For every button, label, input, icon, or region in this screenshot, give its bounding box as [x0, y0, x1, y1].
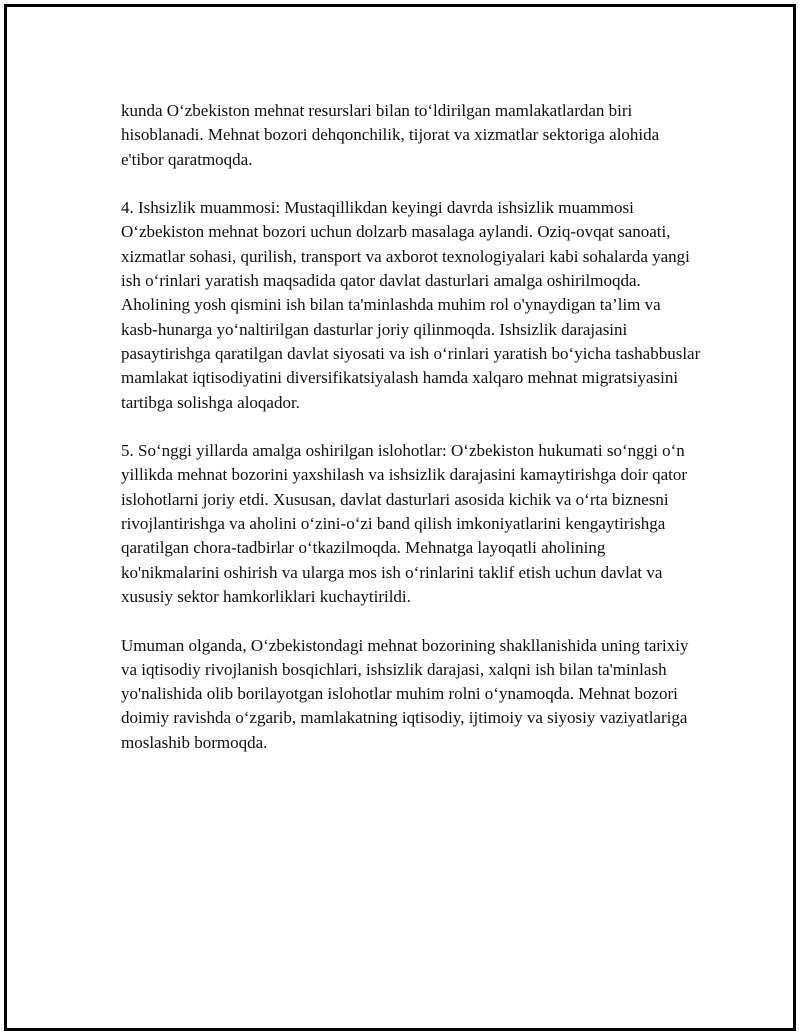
- paragraph-recent-reforms: 5. So‘nggi yillarda amalga oshirilgan islohotlar: O‘zbekiston hukumati so‘nggi o‘n yillikda mehnat bozorini yaxshilash va ishsizlik darajasini kamaytirishga doir qator islohotlarni joriy etdi. Xususan, davlat dasturlari asosida kichik va o‘rta biznesni rivojlantirishga va aholini o‘zini-o‘zi band qilish imkoniyatlarini kengaytirishga qaratilgan chora-tadbirlar o‘tkazilmoqda. Mehnatga layoqatli aholining ko'nikmalarini oshirish va ularga mos ish o‘rinlarini taklif etish uchun davlat va xususiy sektor hamkorliklari kuchaytirildi.: [121, 441, 688, 606]
- paragraph-conclusion: Umuman olganda, O‘zbekistondagi mehnat bozorining shakllanishida uning tarixiy va iqtisodiy rivojlanish bosqichlari, ishsizlik darajasi, xalqni ish bilan ta'minlash yo'nalishida olib borilayotgan islohotlar muhim rolni o‘ynamoqda. Mehnat bozori doimiy ravishda o‘zgarib, mamlakatning iqtisodiy, ijtimoiy va siyosiy vaziyatlariga moslashib bormoqda.: [121, 635, 689, 752]
- document-body: [121, 99, 701, 779]
- paragraph-intro-continuation: kunda O‘zbekiston mehnat resurslari bilan to‘ldirilgan mamlakatlardan biri hisoblanadi. Mehnat bozori dehqonchilik, tijorat va xizmatlar sektoriga alohida e'tibor qaratmoqda.: [121, 101, 660, 169]
- document-page: [4, 4, 796, 1031]
- paragraph-unemployment-problem: 4. Ishsizlik muammosi: Mustaqillikdan keyingi davrda ishsizlik muammosi O‘zbekiston mehnat bozori uchun dolzarb masalaga aylandi. Oziq-ovqat sanoati, xizmatlar sohasi, qurilish, transport va axborot texnologiyalari kabi sohalarda yangi ish o‘rinlari yaratish maqsadida qator davlat dasturlari amalga oshirilmoqda. Aholining yosh qismini ish bilan ta'minlashda muhim rol o'ynaydigan ta’lim va kasb-hunarga yo‘naltirilgan dasturlar joriy qilinmoqda. Ishsizlik darajasini pasaytirishga qaratilgan davlat siyosati va ish o‘rinlari yaratish bo‘yicha tashabbuslar mamlakat iqtisodiyatini diversifikatsiyalash hamda xalqaro mehnat migratsiyasini tartibga solishga aloqador.: [121, 198, 701, 412]
